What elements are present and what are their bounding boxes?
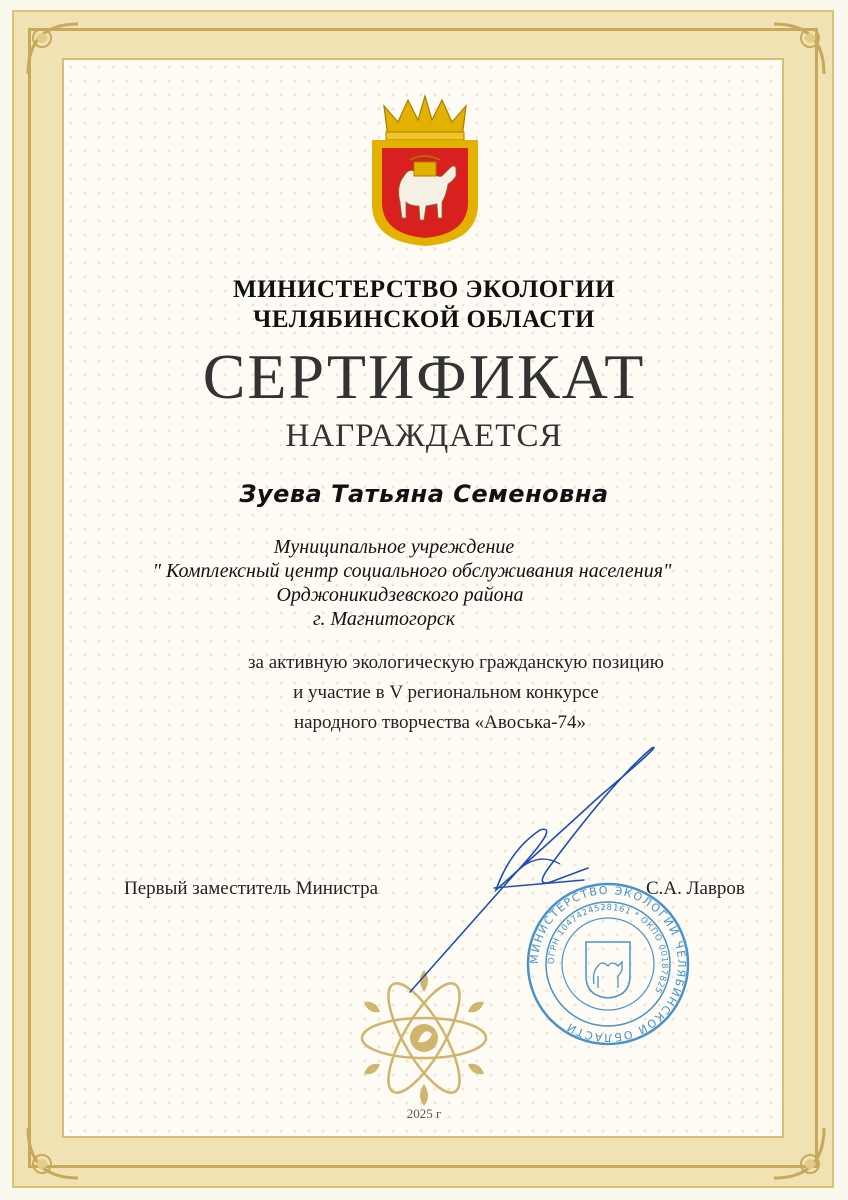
ministry-name-line1: МИНИСТЕРСТВО ЭКОЛОГИИ: [232, 276, 616, 303]
signatory-position: Первый заместитель Министра: [124, 878, 379, 899]
signatory-name: С.А. Лавров: [646, 878, 745, 899]
issue-year: 2025 г: [406, 1106, 442, 1121]
corner-ornament-icon: [768, 18, 830, 80]
reason-line: и участие в V региональном конкурсе: [293, 682, 599, 703]
recipient-name: Зуева Татьяна Семеновна: [239, 480, 609, 508]
corner-ornament-icon: [22, 18, 84, 80]
stamp-inner-text: ОГРН 1047424528161 * ОКПО 00187825: [546, 902, 670, 996]
corner-ornament-icon: [22, 1122, 84, 1184]
reason-line: за активную экологическую гражданскую позицию: [248, 652, 664, 673]
corner-ornament-icon: [768, 1122, 830, 1184]
stamp-outer-text: МИНИСТЕРСТВО ЭКОЛОГИИ ЧЕЛЯБИНСКОЙ ОБЛАСТИ: [527, 883, 689, 1045]
organization-line: " Комплексный центр социального обслуживания населения": [152, 560, 672, 582]
organization-line: Орджоникидзевского района: [276, 584, 524, 606]
handwritten-signature-icon: [400, 740, 700, 1000]
ministry-name-line2: ЧЕЛЯБИНСКОЙ ОБЛАСТИ: [253, 306, 595, 333]
certificate-title: СЕРТИФИКАТ: [202, 341, 646, 412]
coat-of-arms-icon: [366, 92, 484, 248]
reason-line: народного творчества «Авоська-74»: [293, 712, 587, 733]
organization-line: г. Магнитогорск: [312, 608, 456, 630]
awarded-label: НАГРАЖДАЕТСЯ: [285, 418, 563, 454]
organization-line: Муниципальное учреждение: [273, 536, 515, 558]
